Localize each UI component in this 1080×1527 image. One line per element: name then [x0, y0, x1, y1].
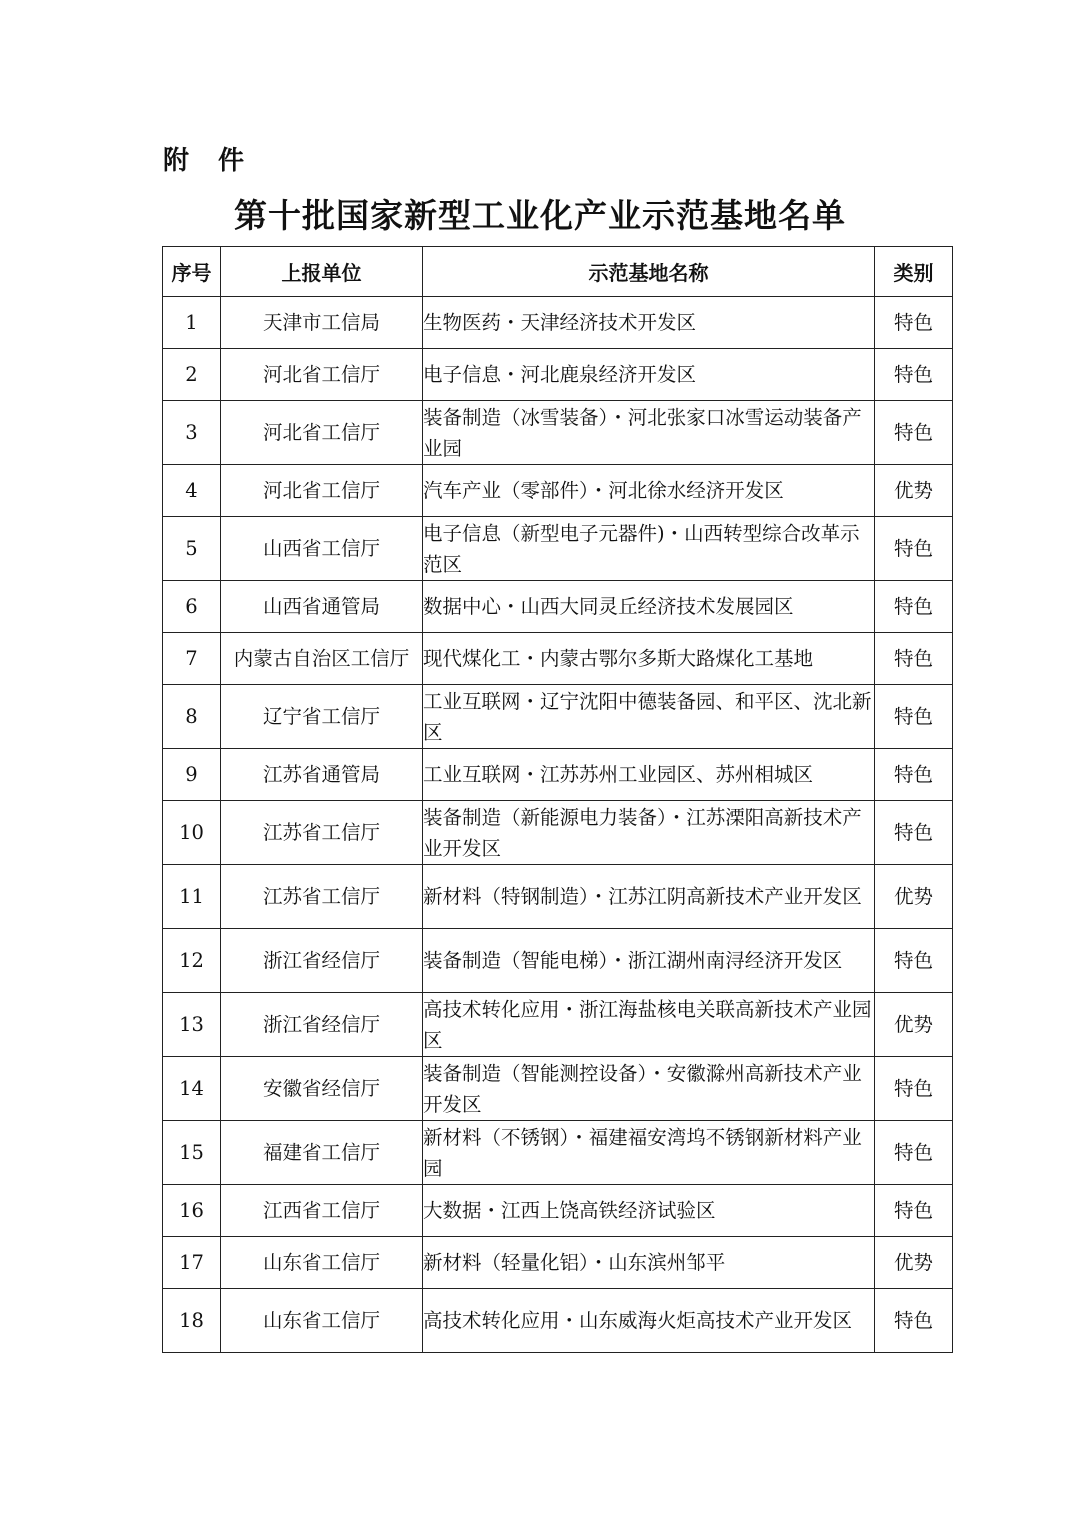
- row-base-name: 新材料（轻量化铝）・山东滨州邹平: [423, 1237, 875, 1289]
- header-category: 类别: [875, 247, 953, 297]
- table-row: [163, 749, 953, 801]
- row-number: 1: [163, 297, 221, 349]
- table-row: [163, 349, 953, 401]
- row-category: 特色: [875, 401, 953, 465]
- row-base-name: 电子信息・河北鹿泉经济开发区: [423, 349, 875, 401]
- row-number: 3: [163, 401, 221, 465]
- row-category: 优势: [875, 1237, 953, 1289]
- table-row: [163, 1121, 953, 1185]
- row-reporting-unit: 福建省工信厅: [221, 1121, 423, 1185]
- row-reporting-unit: 江苏省通管局: [221, 749, 423, 801]
- table-row: [163, 517, 953, 581]
- header-base-name: 示范基地名称: [423, 247, 875, 297]
- table-row: [163, 685, 953, 749]
- row-number: 12: [163, 929, 221, 993]
- row-category: 特色: [875, 1185, 953, 1237]
- document-title: 第十批国家新型工业化产业示范基地名单: [234, 196, 846, 235]
- row-category: 优势: [875, 993, 953, 1057]
- row-reporting-unit: 江西省工信厅: [221, 1185, 423, 1237]
- row-number: 7: [163, 633, 221, 685]
- row-base-name: 生物医药・天津经济技术开发区: [423, 297, 875, 349]
- row-base-name: 装备制造（新能源电力装备）・江苏溧阳高新技术产业开发区: [423, 801, 875, 865]
- row-category: 特色: [875, 1057, 953, 1121]
- row-number: 15: [163, 1121, 221, 1185]
- row-category: 特色: [875, 685, 953, 749]
- row-base-name: 装备制造（智能测控设备）・安徽滁州高新技术产业开发区: [423, 1057, 875, 1121]
- row-reporting-unit: 山东省工信厅: [221, 1289, 423, 1353]
- table-row: [163, 993, 953, 1057]
- row-reporting-unit: 安徽省经信厅: [221, 1057, 423, 1121]
- row-base-name: 现代煤化工・内蒙古鄂尔多斯大路煤化工基地: [423, 633, 875, 685]
- row-reporting-unit: 山西省通管局: [221, 581, 423, 633]
- header-serial-number: 序号: [163, 247, 221, 297]
- table-row: [163, 465, 953, 517]
- row-reporting-unit: 江苏省工信厅: [221, 865, 423, 929]
- row-category: 优势: [875, 865, 953, 929]
- row-reporting-unit: 天津市工信局: [221, 297, 423, 349]
- row-base-name: 高技术转化应用・浙江海盐核电关联高新技术产业园区: [423, 993, 875, 1057]
- row-reporting-unit: 山西省工信厅: [221, 517, 423, 581]
- row-category: 特色: [875, 297, 953, 349]
- row-number: 18: [163, 1289, 221, 1353]
- row-base-name: 新材料（不锈钢）・福建福安湾坞不锈钢新材料产业园: [423, 1121, 875, 1185]
- row-base-name: 装备制造（智能电梯）・浙江湖州南浔经济开发区: [423, 929, 875, 993]
- row-base-name: 电子信息（新型电子元器件)・山西转型综合改革示范区: [423, 517, 875, 581]
- row-number: 4: [163, 465, 221, 517]
- row-number: 10: [163, 801, 221, 865]
- table-row: [163, 1185, 953, 1237]
- row-number: 16: [163, 1185, 221, 1237]
- row-base-name: 大数据・江西上饶高铁经济试验区: [423, 1185, 875, 1237]
- row-base-name: 高技术转化应用・山东威海火炬高技术产业开发区: [423, 1289, 875, 1353]
- row-category: 优势: [875, 465, 953, 517]
- row-base-name: 新材料（特钢制造）・江苏江阴高新技术产业开发区: [423, 865, 875, 929]
- row-reporting-unit: 山东省工信厅: [221, 1237, 423, 1289]
- row-category: 特色: [875, 1289, 953, 1353]
- row-reporting-unit: 浙江省经信厅: [221, 993, 423, 1057]
- table-row: [163, 401, 953, 465]
- row-base-name: 数据中心・山西大同灵丘经济技术发展园区: [423, 581, 875, 633]
- row-category: 特色: [875, 801, 953, 865]
- row-number: 9: [163, 749, 221, 801]
- row-category: 特色: [875, 517, 953, 581]
- row-reporting-unit: 辽宁省工信厅: [221, 685, 423, 749]
- row-base-name: 汽车产业（零部件）・河北徐水经济开发区: [423, 465, 875, 517]
- row-category: 特色: [875, 349, 953, 401]
- table-row: [163, 1289, 953, 1353]
- row-base-name: 工业互联网・江苏苏州工业园区、苏州相城区: [423, 749, 875, 801]
- attachment-label: 附 件: [163, 146, 255, 176]
- row-reporting-unit: 浙江省经信厅: [221, 929, 423, 993]
- row-number: 5: [163, 517, 221, 581]
- table-row: [163, 581, 953, 633]
- row-reporting-unit: 河北省工信厅: [221, 401, 423, 465]
- row-reporting-unit: 江苏省工信厅: [221, 801, 423, 865]
- table-header-row: [163, 247, 953, 297]
- row-base-name: 工业互联网・辽宁沈阳中德装备园、和平区、沈北新区: [423, 685, 875, 749]
- row-category: 特色: [875, 633, 953, 685]
- table-row: [163, 865, 953, 929]
- row-number: 17: [163, 1237, 221, 1289]
- row-category: 特色: [875, 749, 953, 801]
- row-number: 2: [163, 349, 221, 401]
- table-row: [163, 929, 953, 993]
- row-category: 特色: [875, 1121, 953, 1185]
- row-category: 特色: [875, 929, 953, 993]
- row-reporting-unit: 河北省工信厅: [221, 349, 423, 401]
- row-category: 特色: [875, 581, 953, 633]
- table-row: [163, 1057, 953, 1121]
- table-row: [163, 633, 953, 685]
- row-number: 14: [163, 1057, 221, 1121]
- row-reporting-unit: 河北省工信厅: [221, 465, 423, 517]
- table-row: [163, 1237, 953, 1289]
- row-reporting-unit: 内蒙古自治区工信厅: [221, 633, 423, 685]
- header-reporting-unit: 上报单位: [221, 247, 423, 297]
- table-row: [163, 801, 953, 865]
- row-number: 8: [163, 685, 221, 749]
- demo-base-table: [162, 246, 953, 1353]
- row-number: 11: [163, 865, 221, 929]
- row-number: 6: [163, 581, 221, 633]
- table-row: [163, 297, 953, 349]
- row-base-name: 装备制造（冰雪装备）・河北张家口冰雪运动装备产业园: [423, 401, 875, 465]
- row-number: 13: [163, 993, 221, 1057]
